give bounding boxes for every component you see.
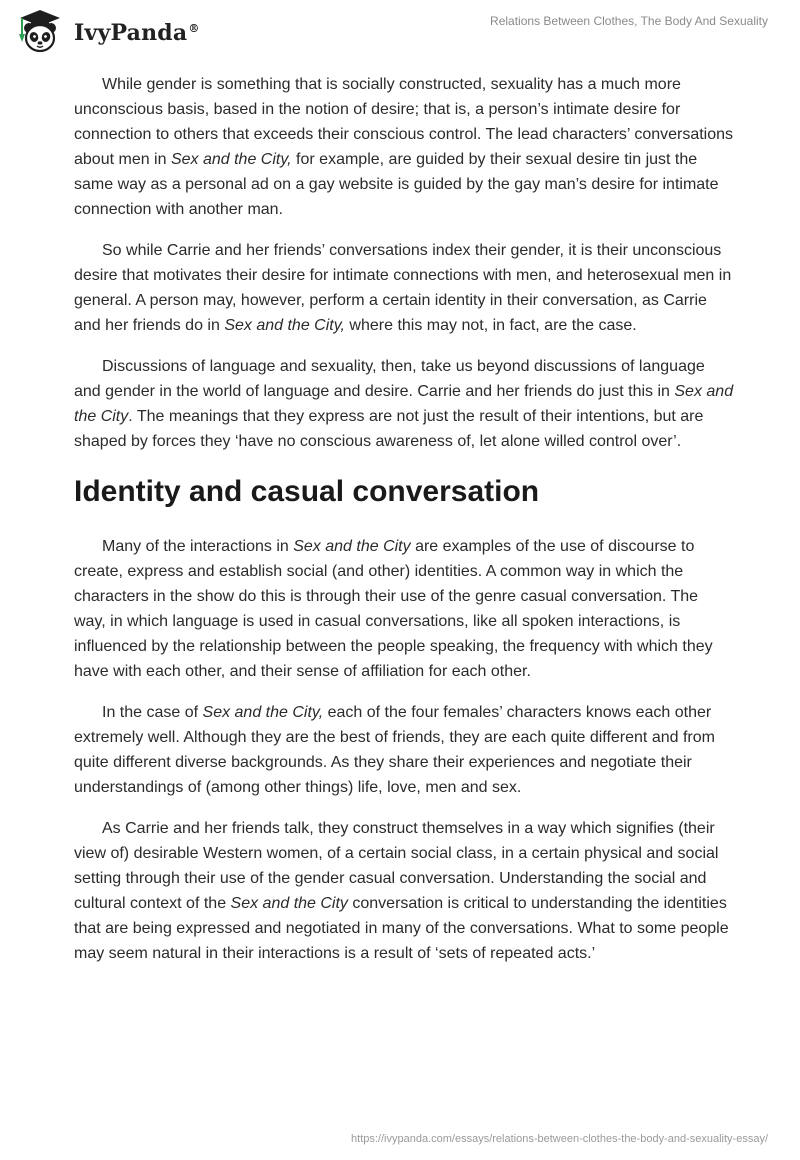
- paragraph-group-before-heading: [74, 72, 734, 454]
- article-body: [74, 72, 734, 982]
- italic-title: Sex and the City: [230, 895, 348, 912]
- italic-title: Sex and the City,: [170, 151, 292, 168]
- paragraph: [74, 534, 734, 684]
- paragraph-text: In the case of: [102, 704, 203, 721]
- paragraph-text: are examples of the use of discourse to create, express and establish social (and other) identities. A common way in which the characters in the show do this is through their use of the genre casual conversation. The way, in which language is used in casual conversations, like all spoken interactions, is influenced by the relationship between the people speaking, the frequency with which they have with each other, and their sense of affiliation for each other.: [74, 538, 713, 680]
- paragraph-text: While gender is something that is socially constructed, sexuality has a much more unconscious basis, based in the notion of desire; that is, a person’s intimate desire for connection to others that exceeds their conscious control. The lead characters’ conversations about men in: [74, 76, 734, 168]
- italic-title: Sex and the City: [293, 538, 411, 555]
- paragraph: [74, 816, 734, 966]
- paragraph: [74, 72, 734, 222]
- paragraph-text: for example, are guided by their sexual desire tin just the same way as a personal ad on a gay website is guided by the gay man’s desire for intimate connection with another man.: [74, 151, 719, 218]
- paragraph-text: each of the four females’ characters knows each other extremely well. Although they are the best of friends, they are each quite different and from quite different diverse backgrounds. As they share their experiences and negotiate their understandings of (among other things) life, love, men and sex.: [74, 704, 715, 796]
- section-heading: Identity and casual conversation: [74, 475, 540, 508]
- italic-title: Sex and the City,: [224, 317, 345, 334]
- italic-title: Sex and the City: [74, 383, 734, 425]
- paragraph: [74, 238, 734, 338]
- site-logo[interactable]: [14, 8, 200, 56]
- italic-title: Sex and the City,: [202, 704, 324, 721]
- paragraph-text: conversation is critical to understanding the identities that are being expressed and negotiated in many of the conversations. What to some people may seem natural in their interactions is a result of ‘sets of repeated acts.’: [74, 895, 729, 962]
- document-title: Relations Between Clothes, The Body And Sexuality: [490, 14, 768, 28]
- paragraph-text: So while Carrie and her friends’ conversations index their gender, it is their unconscious desire that motivates their desire for intimate connections with men, and heterosexual men in general. A person may, however, perform a certain identity in their conversation, as Carrie and her friends do in: [74, 242, 732, 334]
- panda-graduate-icon: [14, 8, 66, 56]
- paragraph-text: . The meanings that they express are not just the result of their intentions, but are shaped by forces they ‘have no conscious awareness of, let alone willed control over’.: [74, 408, 704, 450]
- page-header: [0, 0, 800, 60]
- paragraph: [74, 700, 734, 800]
- paragraph-text: Many of the interactions in: [102, 538, 294, 555]
- paragraph-group-after-heading: [74, 534, 734, 966]
- source-url[interactable]: https://ivypanda.com/essays/relations-between-clothes-the-body-and-sexuality-essay/: [351, 1133, 768, 1145]
- paragraph: [74, 354, 734, 454]
- paragraph-text: where this may not, in fact, are the case.: [344, 317, 637, 334]
- paragraph-text: As Carrie and her friends talk, they construct themselves in a way which signifies (their view of) desirable Western women, of a certain social class, in a certain physical and social setting through their use of the gender casual conversation. Understanding the social and cultural context of the: [74, 820, 719, 912]
- paragraph-text: Discussions of language and sexuality, then, take us beyond discussions of language and gender in the world of language and desire. Carrie and her friends do just this in: [74, 358, 705, 400]
- logo-wordmark: IvyPanda®: [74, 20, 200, 46]
